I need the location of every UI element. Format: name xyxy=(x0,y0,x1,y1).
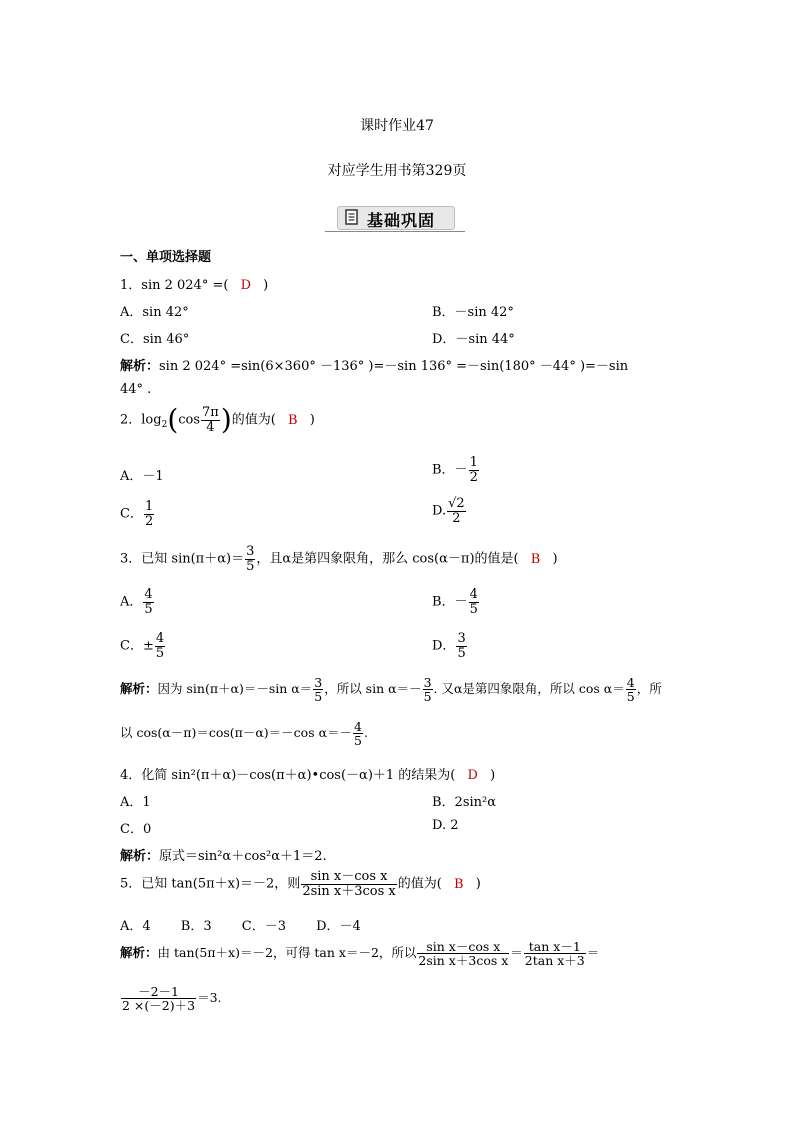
q3-option-d: D． $\frac{3}{5}$ xyxy=(432,631,466,661)
q1-solution-cont: 44° . xyxy=(120,382,152,397)
page-subtitle: 对应学生用书第329页 xyxy=(327,163,467,179)
q4-solution: 解析：原式＝sin²α＋cos²α＋1＝2. xyxy=(120,849,327,864)
q4-answer: D xyxy=(467,768,478,783)
q1-option-d: D．－sin 44° xyxy=(432,332,515,347)
q1-option-a: A．sin 42° xyxy=(120,305,189,320)
section-banner xyxy=(325,204,465,232)
q4-option-c: C．0 xyxy=(120,822,152,837)
q2-option-b: B．－ $\frac{1}{2}$ xyxy=(432,455,478,485)
page-title: 课时作业47 xyxy=(360,118,434,134)
q1-solution: 解析：sin 2 024° =sin(6×360° －136° )=－sin 136° =－sin(180° －44° )=－sin xyxy=(120,359,629,374)
q4-option-b: B．2sin²α xyxy=(432,795,497,810)
q4-stem: 4．化简 sin²(π＋α)－cos(π＋α)•cos(－α)＋1 的结果为( D ) xyxy=(120,768,496,783)
section-heading: 一、单项选择题 xyxy=(120,250,212,265)
q4-option-a: A．1 xyxy=(120,795,151,810)
q3-solution-cont: 以 cos(α－π)＝cos(π－α)＝－cos α＝－ $\frac{4}{5}$ . xyxy=(120,719,368,749)
banner-label: 基础巩固 xyxy=(367,211,436,230)
q3-option-a: A． $\frac{4}{5}$ xyxy=(120,587,153,617)
q3-option-c: C．± $\frac{4}{5}$ xyxy=(120,631,165,661)
q1-stem: 1．sin 2 024° =( D ) xyxy=(120,278,269,293)
q2-option-d: D. $\frac{√2}{2}$ xyxy=(432,496,465,526)
q3-option-b: B．－ $\frac{4}{5}$ xyxy=(432,587,478,617)
q3-stem: 3．已知 sin(π＋α)＝ $\frac{3}{5}$ ，且α是第四象限角，那么 cos(α－π)的值是( B ) xyxy=(120,544,558,574)
q1-answer: D xyxy=(240,278,251,293)
q5-solution-cont: $\frac{-2-1}{2 \times(-2)+3}$ ＝3. xyxy=(122,984,222,1014)
q5-solution: 解析：由 tan(5π＋x)＝－2，可得 tan x＝－2，所以 $\frac{\text{sin x－cos x}}{\text{2sin x＋3cos x}}$ ＝ $\frac{\text{tan x－1}}{\text{2tan x＋3}}$ ＝ xyxy=(120,939,600,969)
notebook-icon xyxy=(345,209,359,225)
q1-option-c: C．sin 46° xyxy=(120,332,190,347)
q5-stem: 5．已知 tan(5π＋x)＝－2，则 $\frac{\text{sin x－cos x}}{\text{2sin x＋3cos x}}$ 的值为( B ) xyxy=(120,869,481,899)
q5-answer: B xyxy=(453,876,464,892)
q5-options: A．4 B．3 C．－3 D．－4 xyxy=(120,919,361,934)
q4-option-d: D. 2 xyxy=(432,818,459,833)
q3-answer: B xyxy=(530,551,541,567)
q2-option-a: A．－1 xyxy=(120,469,164,484)
q2-stem: 2．$\log_2(\cos$ $\frac{7\pi}{4}$ )的值为( B ) xyxy=(120,403,315,437)
q2-answer: B xyxy=(288,412,298,428)
q2-option-c: C． $\frac{1}{2}$ xyxy=(120,499,154,529)
q3-solution: 解析：因为 sin(π＋α)＝－sin α＝ $\frac{3}{5}$ ，所以 sin α＝－ $\frac{3}{5}$ . 又α是第四象限角，所以 cos α＝ $\frac{4}{5}$ ，所 xyxy=(120,675,662,705)
q1-option-b: B．－sin 42° xyxy=(432,305,514,320)
